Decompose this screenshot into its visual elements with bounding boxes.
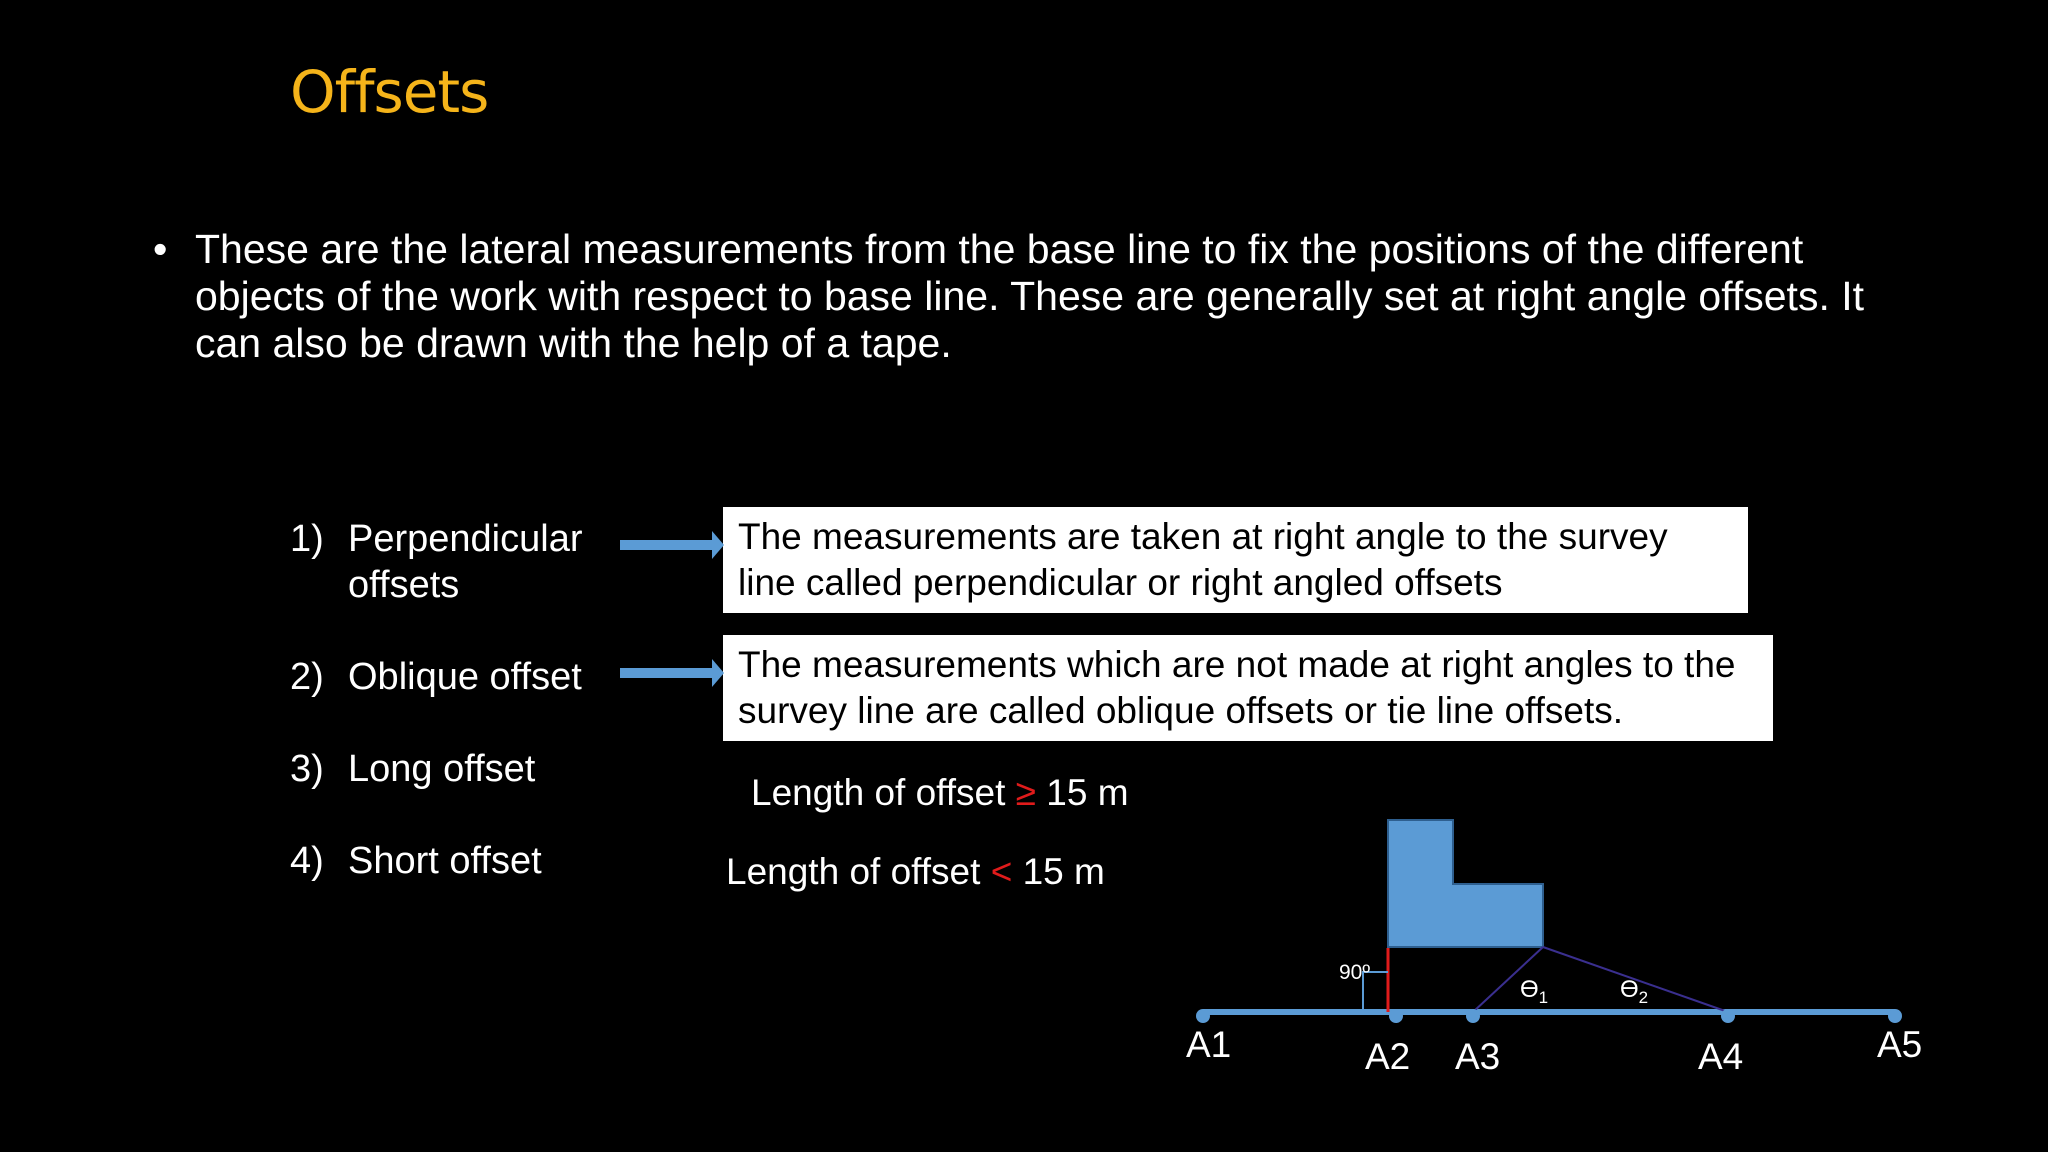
point-label-a4: A4 — [1698, 1036, 1744, 1077]
bullet-dot-icon: • — [153, 226, 168, 272]
oblique-definition-box: The measurements which are not made at right angles to the survey line are called oblique offsets or tie line offsets. — [723, 635, 1773, 741]
station-point-a2 — [1389, 1009, 1403, 1023]
station-point-a4 — [1721, 1009, 1735, 1023]
perpendicular-definition-box: The measurements are taken at right angle to the survey line called perpendicular or right angled offsets — [723, 507, 1748, 613]
point-label-a3: A3 — [1455, 1036, 1501, 1077]
length-prefix: Length of offset — [751, 772, 1016, 813]
length-symbol: ≥ — [1015, 772, 1037, 813]
bullet-text: These are the lateral measurements from the base line to fix the positions of the different objects of the work with respect to base line. These are generally set at right angle offsets. It can also be drawn with the help of a tape. — [195, 226, 1865, 366]
list-number: 4) — [290, 840, 324, 882]
station-point-a1 — [1196, 1009, 1210, 1023]
list-number: 2) — [290, 656, 324, 698]
theta-1-label: $ϴ_1$ — [1520, 976, 1549, 1007]
right-arrow-icon — [620, 659, 724, 687]
list-label: Oblique offset — [348, 656, 582, 698]
list-label-line-1: Perpendicular — [348, 518, 583, 560]
slide-title: Offsets — [290, 58, 489, 126]
length-suffix: 15 m — [1012, 851, 1105, 892]
length-symbol: < — [990, 851, 1013, 892]
list-number: 3) — [290, 748, 324, 790]
point-label-a5: A5 — [1877, 1024, 1923, 1065]
station-point-a5 — [1888, 1009, 1902, 1023]
list-label: Short offset — [348, 840, 542, 882]
angle-label: 90º — [1339, 961, 1371, 984]
point-label-a1: A1 — [1186, 1024, 1232, 1065]
object-shape — [1388, 820, 1543, 947]
length-suffix: 15 m — [1036, 772, 1129, 813]
list-number: 1) — [290, 518, 324, 560]
theta-2-label: $ϴ_2$ — [1620, 976, 1649, 1007]
station-point-a3 — [1466, 1009, 1480, 1023]
point-label-a2: A2 — [1365, 1036, 1411, 1077]
list-label: Long offset — [348, 748, 536, 790]
length-prefix: Length of offset — [726, 851, 991, 892]
right-arrow-icon — [620, 531, 724, 559]
list-label-line-2: offsets — [348, 564, 460, 606]
